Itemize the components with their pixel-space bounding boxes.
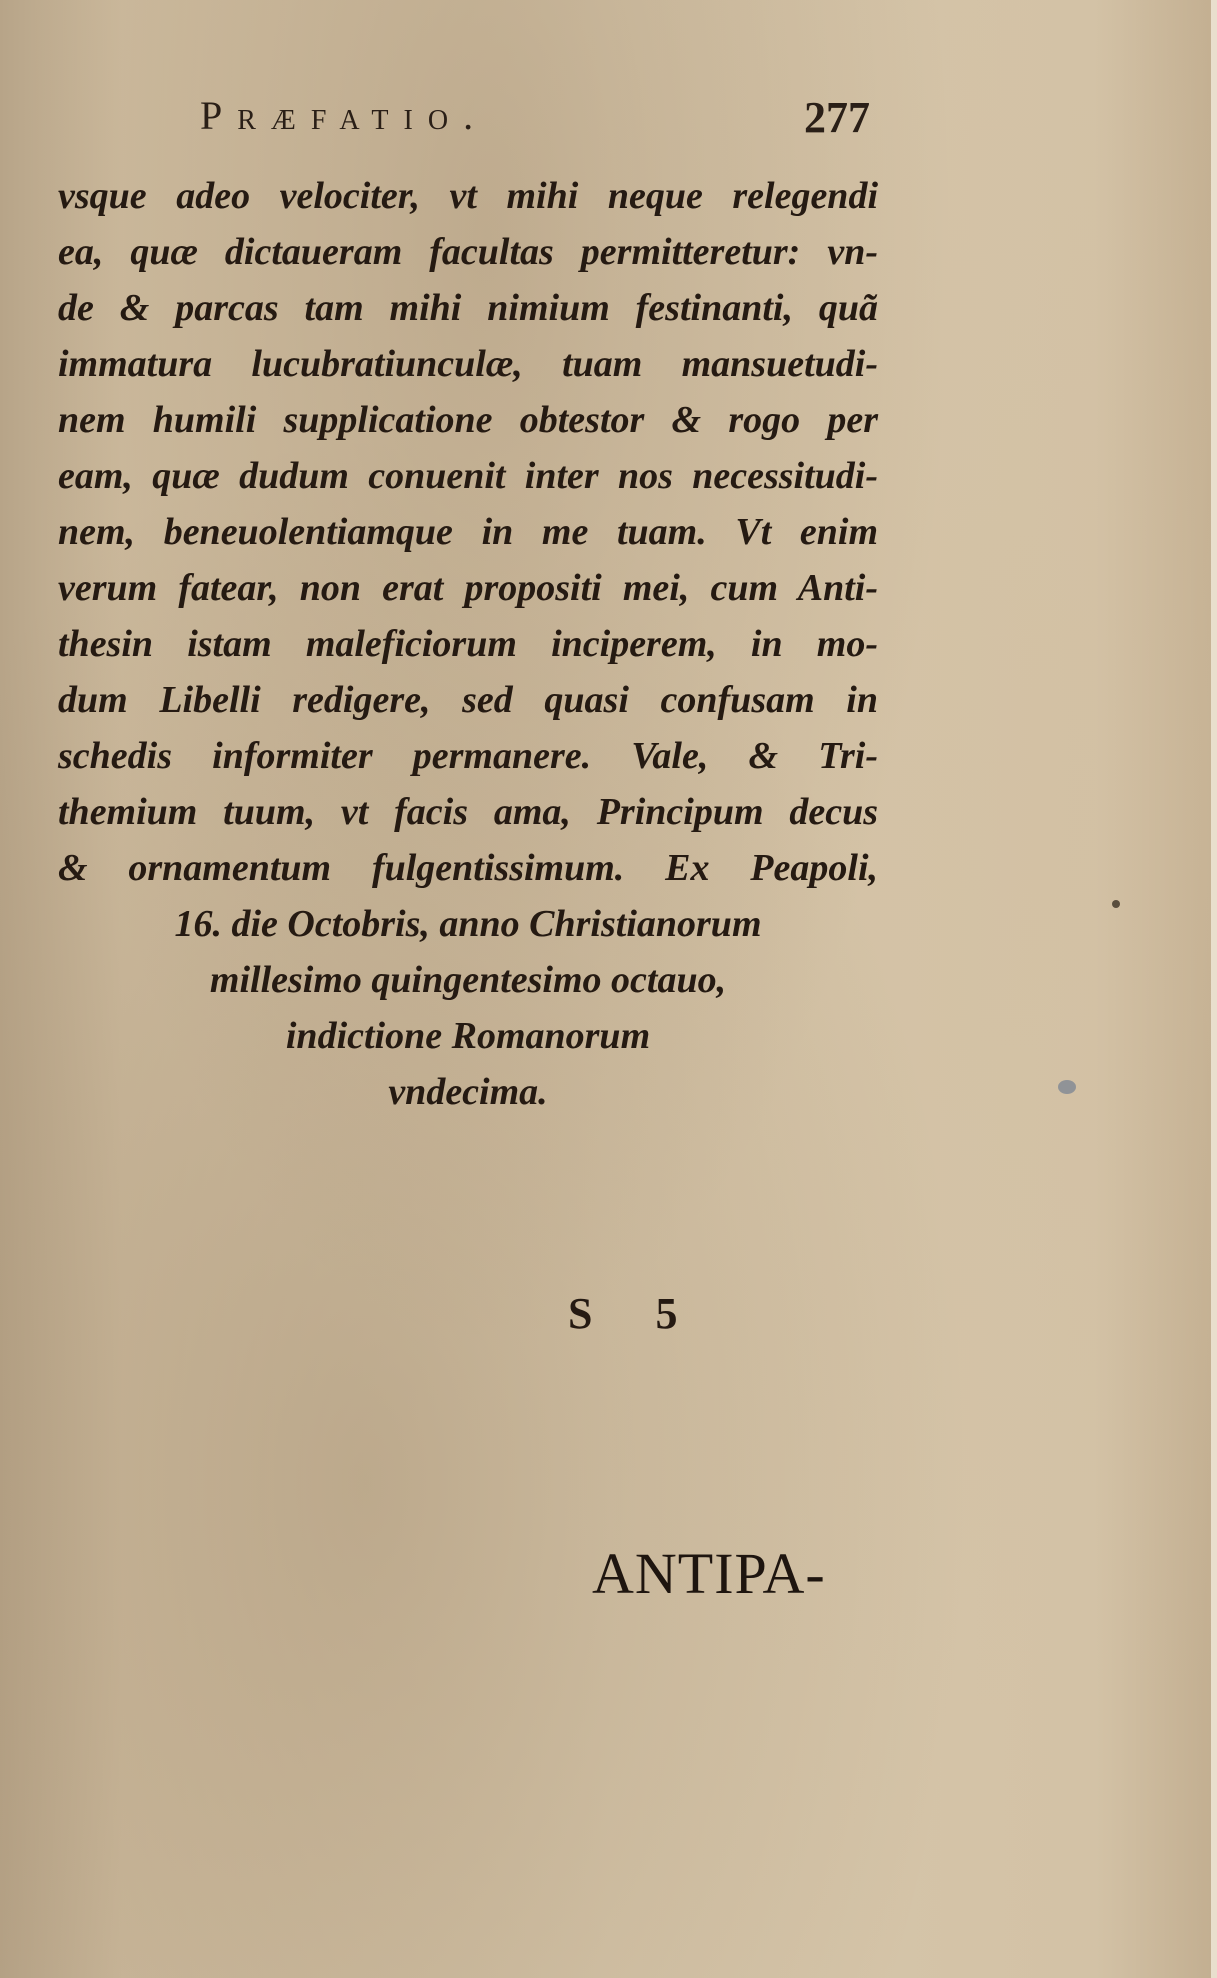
text-line: ea, quæ dictaueram facultas permitteretur: vn- (58, 231, 878, 273)
running-head-title: Præfatio. (200, 93, 489, 138)
running-head (200, 92, 880, 152)
text-line: vsque adeo velociter, vt mihi neque relegendi (58, 175, 878, 217)
signature-mark: S 5 (568, 1289, 704, 1338)
page-number: 277 (804, 93, 870, 142)
catchword: ANTIPA- (592, 1541, 826, 1606)
text-line: immatura lucubratiunculæ, tuam mansuetudi- (58, 343, 878, 385)
text-line: dum Libelli redigere, sed quasi confusam in (58, 679, 878, 721)
text-line-centered: indictione Romanorum (285, 1015, 651, 1057)
text-line-centered: millesimo quingentesimo octauo, (209, 959, 727, 1001)
text-line: thesin istam maleficiorum inciperem, in mo- (58, 623, 878, 665)
text-line: nem, beneuolentiamque in me tuam. Vt enim (58, 511, 878, 553)
page-edge (1211, 0, 1217, 1978)
text-line: nem humili supplicatione obtestor & rogo per (58, 399, 878, 441)
ink-spot (1058, 1080, 1076, 1094)
text-line: eam, quæ dudum conuenit inter nos necessitudi- (58, 455, 878, 497)
ink-spot (1112, 900, 1120, 908)
text-line: schedis informiter permanere. Vale, & Tri- (58, 735, 878, 777)
text-line: themium tuum, vt facis ama, Principum decus (58, 791, 878, 833)
body-text (58, 168, 878, 1120)
text-line-centered: vndecima. (388, 1071, 548, 1113)
text-line: verum fatear, non erat propositi mei, cum Anti- (58, 567, 878, 609)
text-line: & ornamentum fulgentissimum. Ex Peapoli, (58, 847, 878, 889)
text-line: de & parcas tam mihi nimium festinanti, quã (58, 287, 878, 329)
text-line-centered: 16. die Octobris, anno Christianorum (174, 903, 762, 945)
